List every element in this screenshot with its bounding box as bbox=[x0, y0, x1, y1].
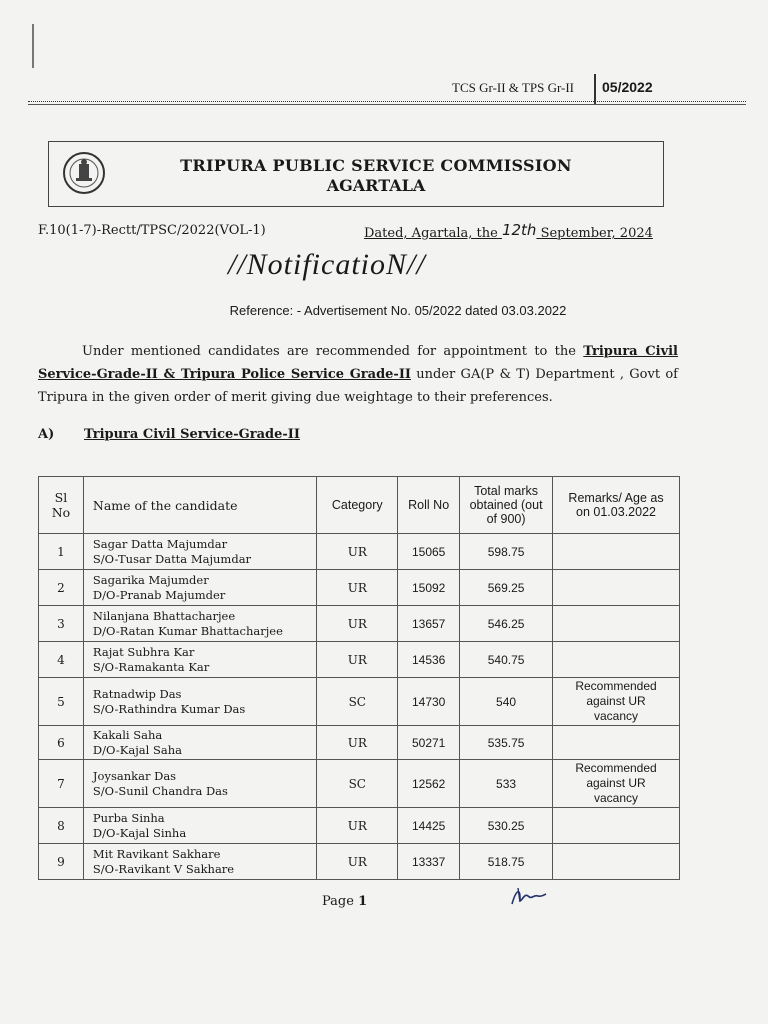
cell-remarks bbox=[553, 760, 680, 808]
cell-category: UR bbox=[317, 808, 398, 844]
cell-name bbox=[83, 570, 316, 606]
cell-sl: 8 bbox=[39, 808, 84, 844]
candidate-parent: S/O-Tusar Datta Majumdar bbox=[92, 551, 252, 566]
cell-marks: 533 bbox=[460, 760, 553, 808]
cell-category: UR bbox=[317, 844, 398, 880]
cell-category: UR bbox=[317, 606, 398, 642]
candidate-parent: S/O-Ramakanta Kar bbox=[92, 659, 210, 674]
cell-category: SC bbox=[317, 760, 398, 808]
table-row bbox=[39, 642, 680, 678]
cell-name bbox=[83, 606, 316, 642]
scan-mark bbox=[32, 24, 34, 68]
candidate-parent: S/O-Sunil Chandra Das bbox=[92, 783, 228, 798]
cell-marks: 540 bbox=[460, 678, 553, 726]
header-sl: Sl No bbox=[39, 477, 84, 534]
table-row bbox=[39, 760, 680, 808]
cell-remarks bbox=[553, 642, 680, 678]
cell-name bbox=[83, 678, 316, 726]
candidate-parent: D/O-Pranab Majumder bbox=[92, 587, 226, 602]
page-label: Page bbox=[322, 894, 354, 909]
table-row bbox=[39, 808, 680, 844]
table-row bbox=[39, 606, 680, 642]
cell-remarks bbox=[553, 678, 680, 726]
candidate-name: Nilanjana Bhattacharjee bbox=[92, 608, 236, 623]
table-row bbox=[39, 844, 680, 880]
cell-marks: 540.75 bbox=[460, 642, 553, 678]
remarks-text: Recommended against UR vacancy bbox=[575, 761, 657, 805]
cell-sl: 1 bbox=[39, 534, 84, 570]
cell-name bbox=[83, 534, 316, 570]
date-prefix: Dated, Agartala, the bbox=[364, 226, 498, 241]
section-title: Tripura Civil Service-Grade-II bbox=[84, 427, 300, 442]
cell-name bbox=[83, 844, 316, 880]
letterhead bbox=[48, 141, 664, 207]
cell-category: UR bbox=[317, 534, 398, 570]
cell-marks: 569.25 bbox=[460, 570, 553, 606]
cell-category: UR bbox=[317, 642, 398, 678]
intro-paragraph bbox=[38, 340, 678, 409]
candidate-name: Purba Sinha bbox=[92, 810, 165, 825]
cell-sl: 9 bbox=[39, 844, 84, 880]
date-day: 12th bbox=[501, 221, 537, 239]
cell-sl: 2 bbox=[39, 570, 84, 606]
date-line bbox=[364, 223, 653, 241]
candidate-name: Ratnadwip Das bbox=[92, 686, 182, 701]
candidate-name: Joysankar Das bbox=[92, 768, 177, 783]
header-name: Name of the candidate bbox=[83, 477, 316, 534]
reference-line: Reference: - Advertisement No. 05/2022 dated 03.03.2022 bbox=[229, 303, 567, 318]
cell-roll: 13337 bbox=[398, 844, 460, 880]
candidate-name: Sagarika Majumder bbox=[92, 572, 209, 587]
cell-remarks bbox=[553, 844, 680, 880]
section-label: A) bbox=[38, 427, 55, 442]
cell-marks: 530.25 bbox=[460, 808, 553, 844]
org-name: TRIPURA PUBLIC SERVICE COMMISSION bbox=[180, 156, 572, 175]
file-number: F.10(1-7)-Rectt/TPSC/2022(VOL-1) bbox=[38, 223, 266, 238]
cell-marks: 535.75 bbox=[460, 726, 553, 760]
candidate-parent: D/O-Ratan Kumar Bhattacharjee bbox=[92, 623, 283, 638]
intro-text-1: Under mentioned candidates are recommended for appointment to the bbox=[82, 344, 576, 359]
candidate-name: Rajat Subhra Kar bbox=[92, 644, 195, 659]
cell-category: UR bbox=[317, 726, 398, 760]
cell-remarks bbox=[553, 606, 680, 642]
date-suffix: September, 2024 bbox=[540, 226, 653, 241]
cell-category: UR bbox=[317, 570, 398, 606]
candidate-name: Sagar Datta Majumdar bbox=[92, 536, 228, 551]
cell-sl: 7 bbox=[39, 760, 84, 808]
cell-remarks bbox=[553, 726, 680, 760]
page-value: 1 bbox=[358, 894, 368, 909]
cell-roll: 15092 bbox=[398, 570, 460, 606]
candidate-parent: S/O-Rathindra Kumar Das bbox=[92, 701, 246, 716]
cell-remarks bbox=[553, 808, 680, 844]
table-row bbox=[39, 726, 680, 760]
header-reference bbox=[452, 79, 653, 96]
page-number bbox=[322, 894, 367, 909]
cell-marks: 518.75 bbox=[460, 844, 553, 880]
cell-roll: 12562 bbox=[398, 760, 460, 808]
header-ref-number: 05/2022 bbox=[602, 79, 653, 95]
remarks-text: Recommended against UR vacancy bbox=[575, 679, 657, 723]
cell-sl: 6 bbox=[39, 726, 84, 760]
cell-name bbox=[83, 760, 316, 808]
candidate-name: Kakali Saha bbox=[92, 727, 163, 742]
candidate-parent: D/O-Kajal Saha bbox=[92, 742, 182, 757]
cell-remarks bbox=[553, 534, 680, 570]
cell-sl: 4 bbox=[39, 642, 84, 678]
cell-roll: 14536 bbox=[398, 642, 460, 678]
intro-service-names: Tripura Civil Service-Grade-II & Tripura Police Service Grade-II bbox=[38, 344, 678, 382]
header-rule bbox=[28, 101, 746, 105]
candidate-name: Mit Ravikant Sakhare bbox=[92, 846, 221, 861]
cell-roll: 50271 bbox=[398, 726, 460, 760]
header-marks: Total marks obtained (out of 900) bbox=[460, 477, 553, 534]
cell-roll: 13657 bbox=[398, 606, 460, 642]
cell-roll: 14425 bbox=[398, 808, 460, 844]
cell-roll: 15065 bbox=[398, 534, 460, 570]
cell-name bbox=[83, 642, 316, 678]
cell-sl: 5 bbox=[39, 678, 84, 726]
candidate-parent: S/O-Ravikant V Sakhare bbox=[92, 861, 235, 876]
table-row bbox=[39, 534, 680, 570]
candidates-table bbox=[38, 476, 680, 880]
table-row bbox=[39, 678, 680, 726]
cell-roll: 14730 bbox=[398, 678, 460, 726]
cell-category: SC bbox=[317, 678, 398, 726]
cell-marks: 598.75 bbox=[460, 534, 553, 570]
cell-name bbox=[83, 726, 316, 760]
table-header-row bbox=[39, 477, 680, 534]
header-ref-label: TCS Gr-II & TPS Gr-II bbox=[452, 80, 575, 95]
intro-text-2: under GA(P & T) Department , Govt of Tripura in the given order of merit giving due weightage to their preferences. bbox=[38, 367, 678, 405]
cell-sl: 3 bbox=[39, 606, 84, 642]
header-roll: Roll No bbox=[398, 477, 460, 534]
org-city: AGARTALA bbox=[326, 176, 426, 195]
header-category: Category bbox=[317, 477, 398, 534]
notification-title: //NotificatioN// bbox=[228, 248, 426, 281]
cell-name bbox=[83, 808, 316, 844]
candidate-parent: D/O-Kajal Sinha bbox=[92, 825, 187, 840]
cell-remarks bbox=[553, 570, 680, 606]
table-row bbox=[39, 570, 680, 606]
cell-marks: 546.25 bbox=[460, 606, 553, 642]
header-separator bbox=[594, 74, 596, 104]
signature-icon bbox=[508, 884, 548, 910]
header-remarks: Remarks/ Age as on 01.03.2022 bbox=[553, 477, 680, 534]
